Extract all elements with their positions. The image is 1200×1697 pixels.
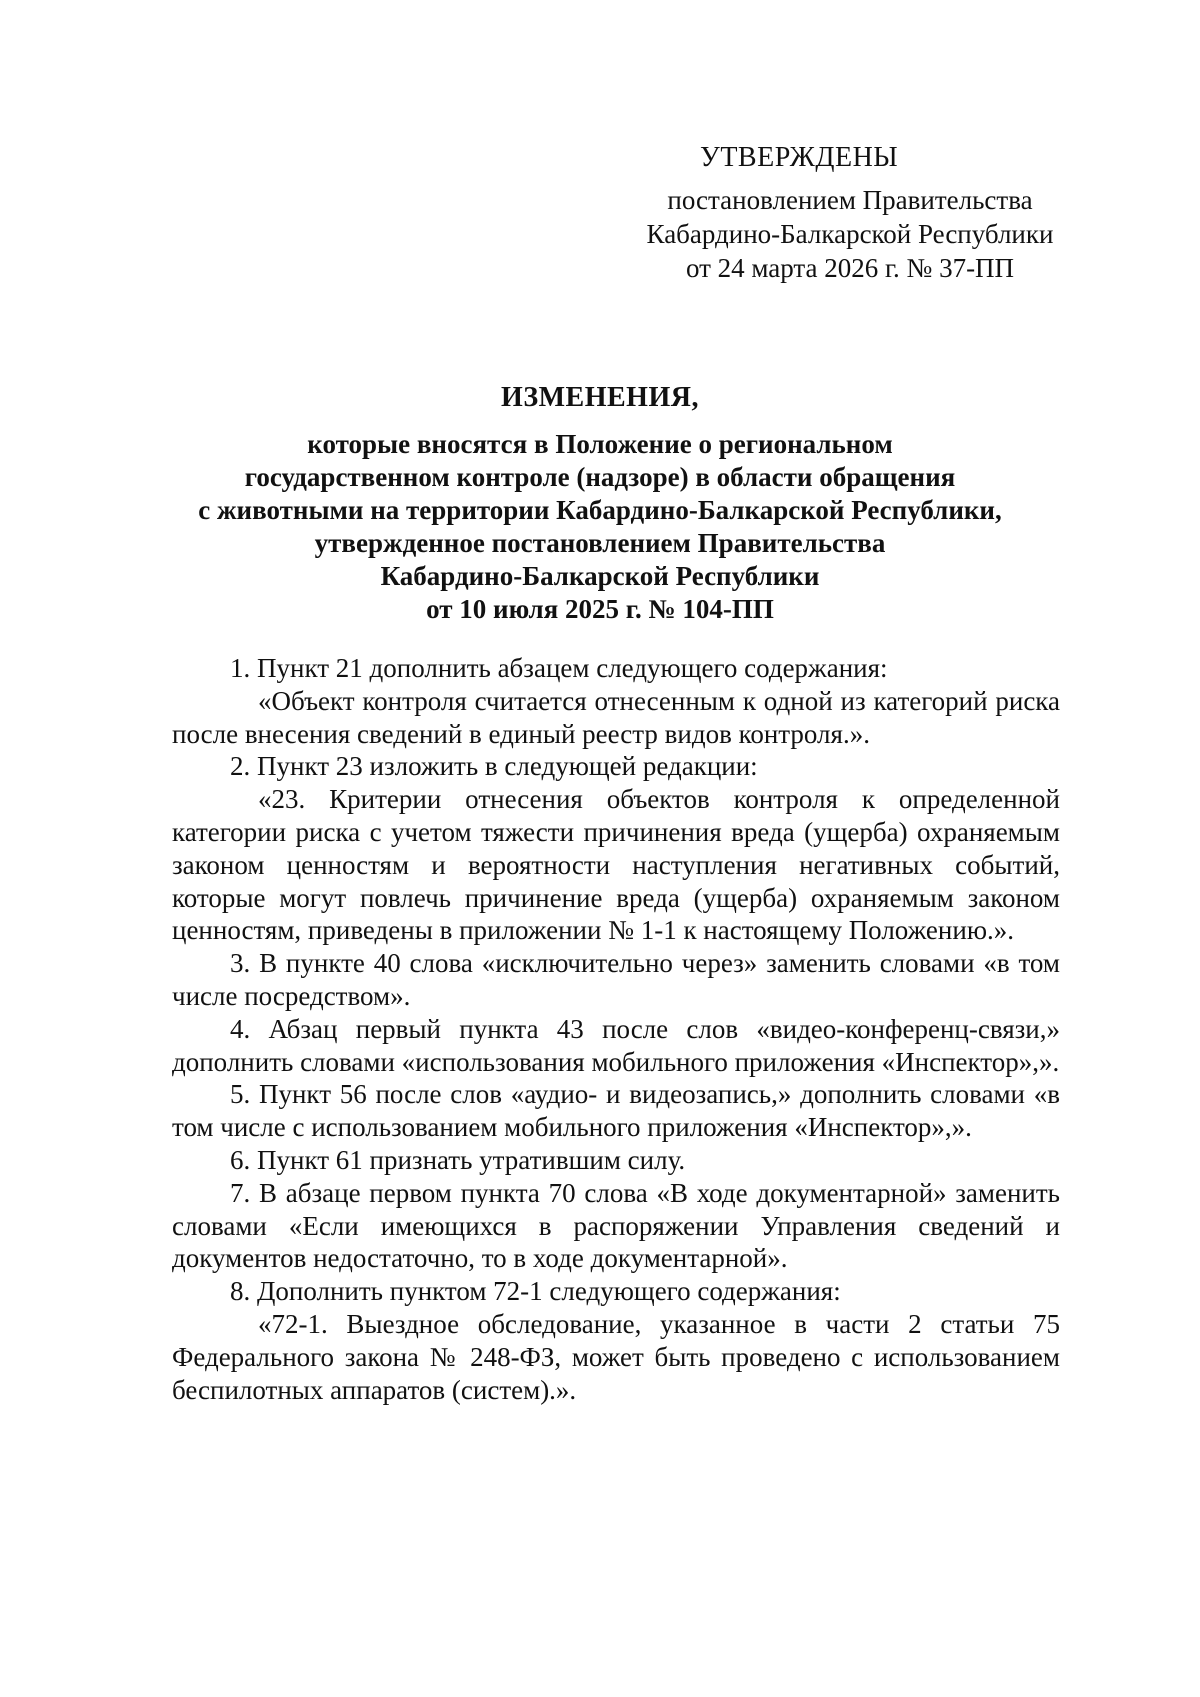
subtitle-line: от 10 июля 2025 г. № 104-ПП [426,594,774,624]
approval-title: УТВЕРЖДЕНЫ [700,142,899,173]
paragraph-item-8: 8. Дополнить пунктом 72-1 следующего содержания: [230,1276,841,1307]
subtitle-line: государственном контроле (надзоре) в области обращения [244,462,956,492]
paragraph-quote-8: «72-1. Выездное обследование, указанное в части 2 статьи 75 Федерального закона № 248-ФЗ, может быть проведено с использованием беспилотных аппаратов (систем).». [172,1308,1060,1405]
approval-line-2: Кабардино-Балкарской Республики [646,219,1054,249]
approval-line-3: от 24 марта 2026 г. № 37-ПП [685,253,1015,283]
subtitle-line: с животными на территории Кабардино-Балкарской Республики, [198,495,1002,525]
document-body [172,652,1060,1406]
document-subtitle [100,428,1100,626]
paragraph-item-5: 5. Пункт 56 после слов «аудио- и видеозапись,» дополнить словами «в том числе с использованием мобильного приложения «Инспектор»,». [172,1079,1060,1143]
approval-line-1: постановлением Правительства [667,185,1033,215]
subtitle-line: утвержденное постановлением Правительства [314,528,886,558]
subtitle-line: Кабардино-Балкарской Республики [380,561,820,591]
paragraph-quote-1: «Объект контроля считается отнесенным к одной из категорий риска после внесения сведений в единый реестр видов контроля.». [172,685,1060,749]
paragraph-quote-2: «23. Критерии отнесения объектов контроля к определенной категории риска с учетом тяжести причинения вреда (ущерба) охраняемым законом ценностям и вероятности наступления негативных событий, которые могут повлечь причинение вреда (ущерба) охраняемым законом ценностям, приведены в приложении № 1-1 к настоящему Положению.». [172,784,1060,946]
paragraph-item-7: 7. В абзаце первом пункта 70 слова «В ходе документарной» заменить словами «Если имеющихся в распоряжении Управления сведений и документов недостаточно, то в ходе документарной». [172,1177,1060,1274]
paragraph-item-6: 6. Пункт 61 признать утратившим силу. [230,1144,686,1175]
paragraph-item-3: 3. В пункте 40 слова «исключительно через» заменить словами «в том числе посредством». [172,948,1060,1011]
subtitle-line: которые вносятся в Положение о региональном [307,429,893,459]
document-title: ИЗМЕНЕНИЯ, [501,382,699,413]
paragraph-item-2: 2. Пункт 23 изложить в следующей редакции: [230,751,758,782]
paragraph-item-4: 4. Абзац первый пункта 43 после слов «видео-конференц-связи,» дополнить словами «использования мобильного приложения «Инспектор»,». [172,1013,1060,1077]
paragraph-item-1: 1. Пункт 21 дополнить абзацем следующего содержания: [230,653,888,683]
